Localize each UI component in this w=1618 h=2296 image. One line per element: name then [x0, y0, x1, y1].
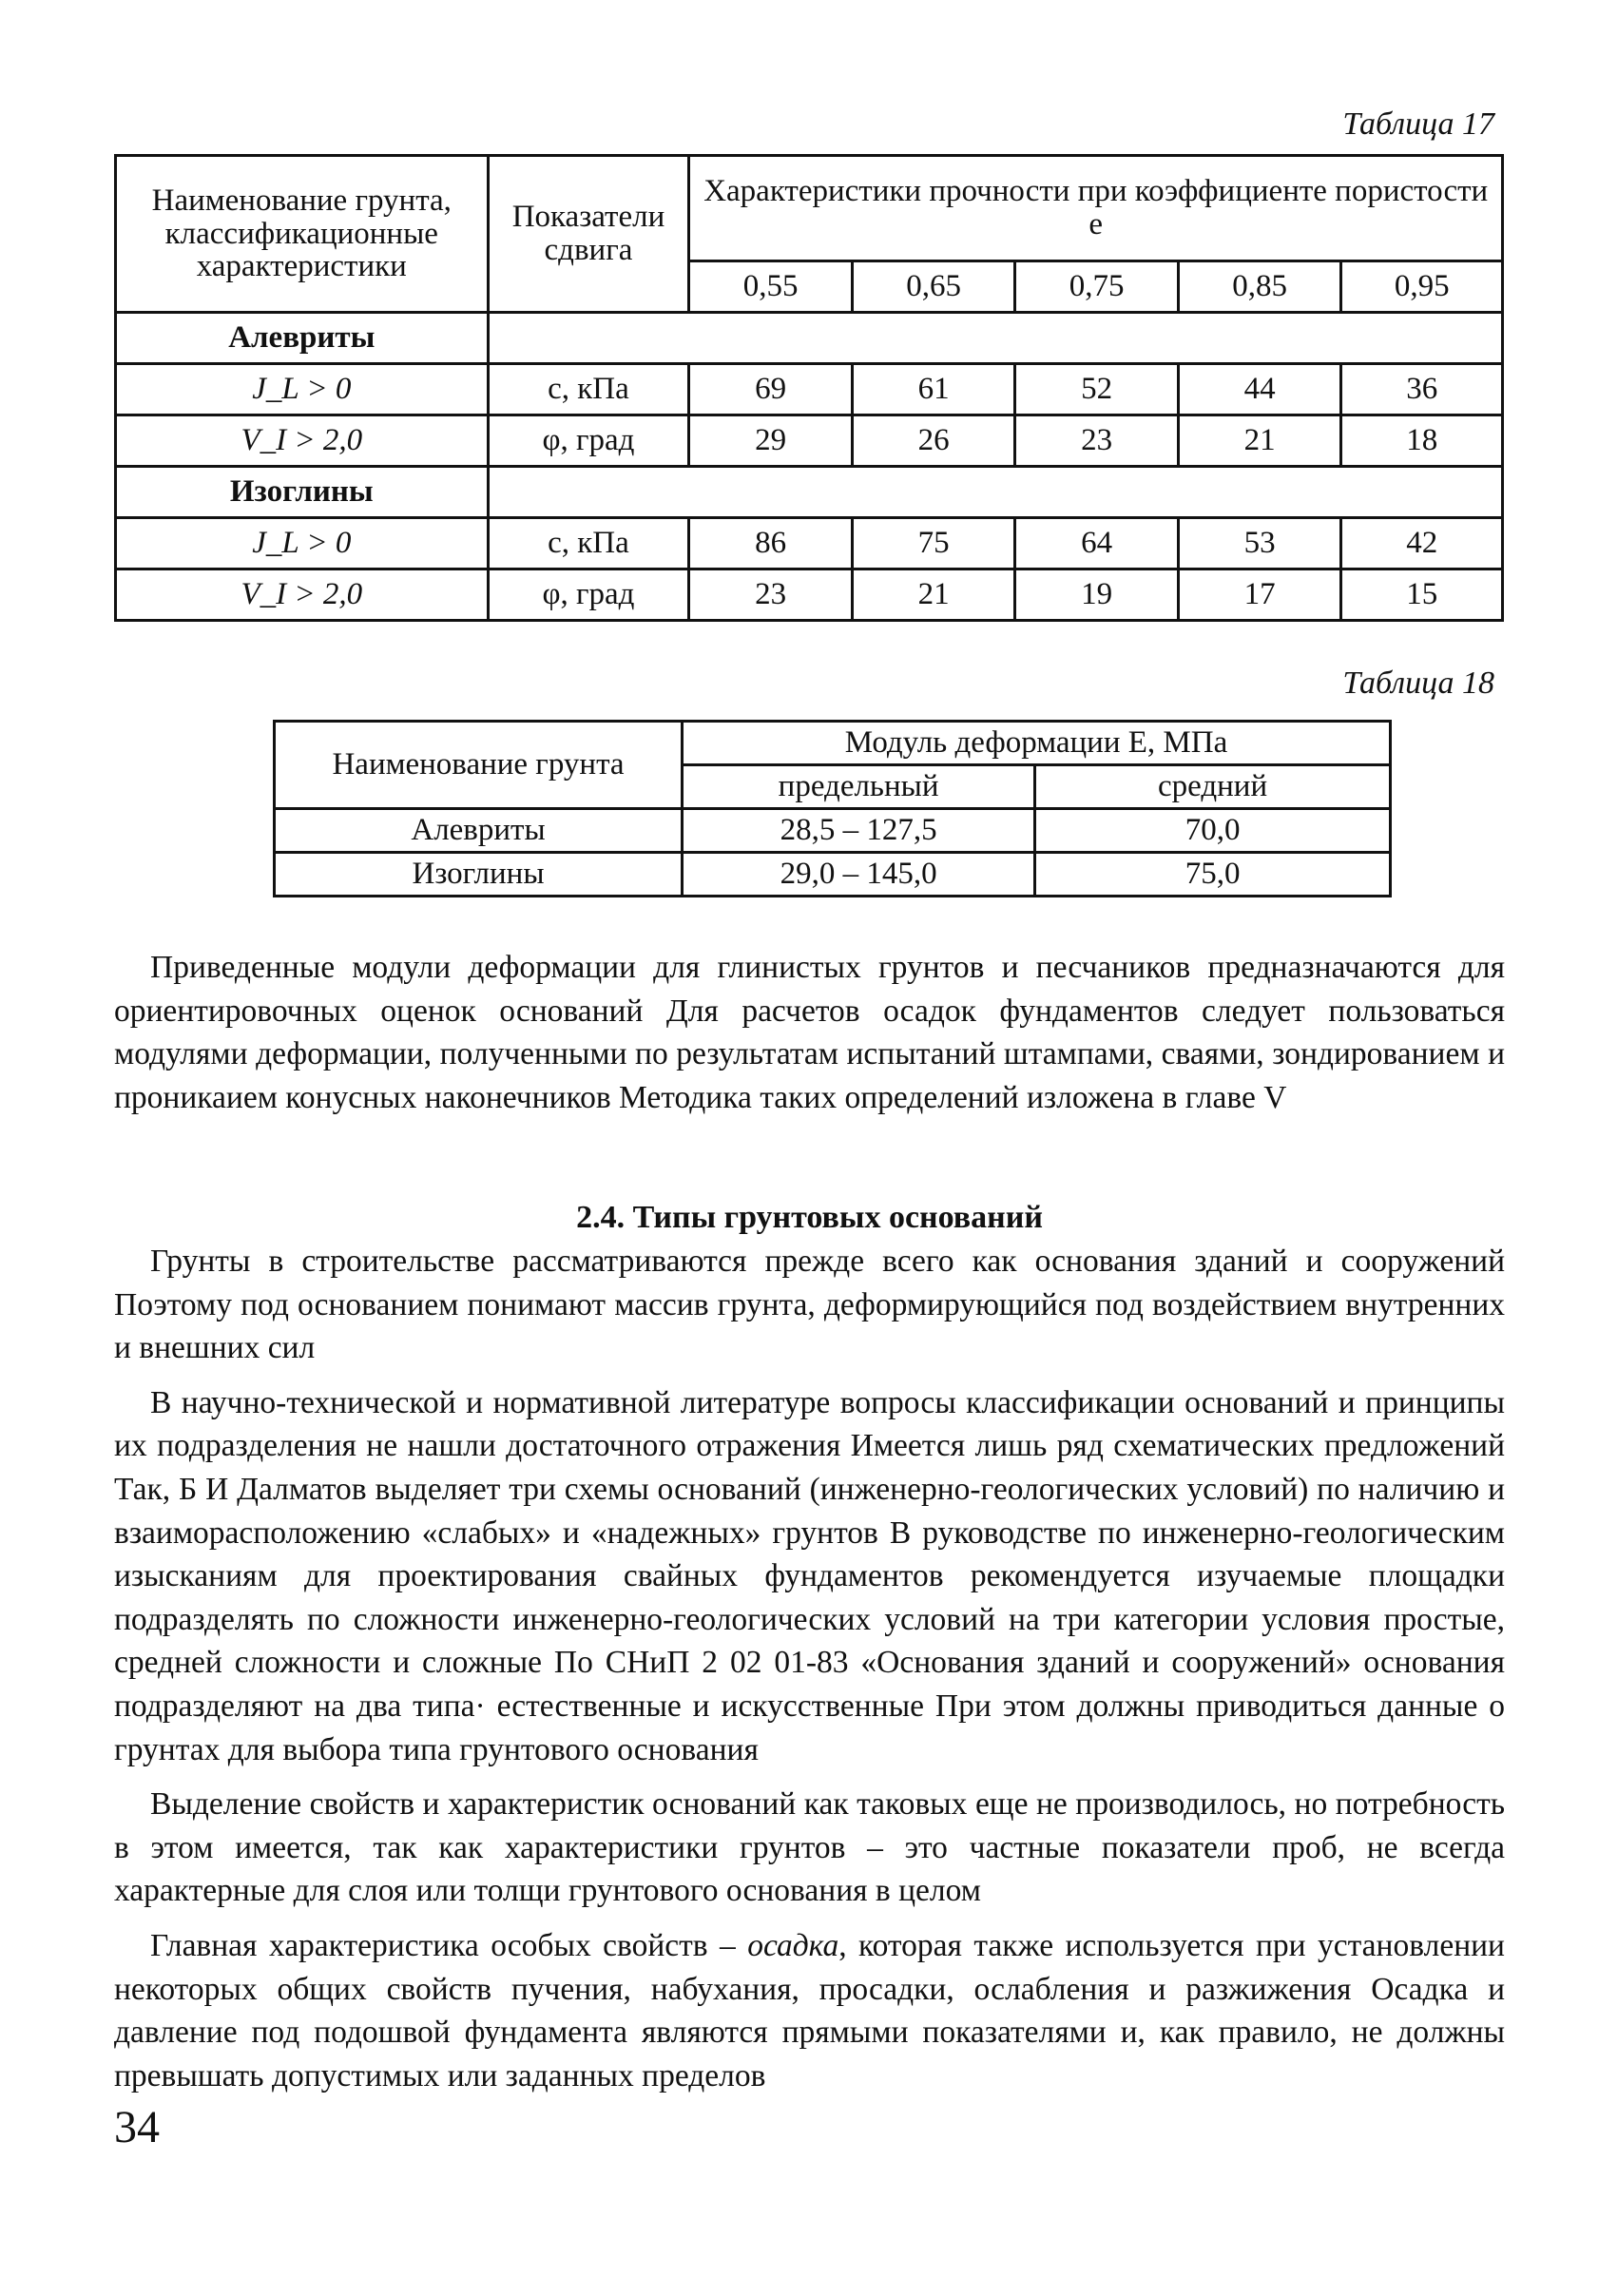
t18-row-name: Изоглины: [275, 853, 683, 897]
t17-indicator: φ, град: [488, 569, 689, 621]
t17-value: 21: [852, 569, 1015, 621]
t17-value: 26: [852, 415, 1015, 467]
emphasis-term: осадка: [747, 1927, 839, 1963]
t18-header-limit: предельный: [683, 765, 1035, 809]
t18-row-mean: 70,0: [1035, 809, 1391, 853]
t17-value: 23: [1015, 415, 1179, 467]
t17-empty-cell: [488, 313, 1502, 364]
t17-value: 42: [1341, 518, 1503, 569]
t17-value: 75: [852, 518, 1015, 569]
t17-value: 52: [1015, 364, 1179, 415]
t17-value: 29: [689, 415, 853, 467]
t17-indicator: c, кПа: [488, 518, 689, 569]
t17-condition: J_L > 0: [116, 364, 489, 415]
table17-caption: Таблица 17: [1342, 106, 1494, 142]
t18-header-mean: средний: [1035, 765, 1391, 809]
t17-header-indicator: Показатели сдвига: [488, 156, 689, 313]
paragraph: В научно-технической и нормативной литературе вопросы классификации оснований и принципы их подразделения не нашли достаточного отражения Имеется лишь ряд схематических предложений Так, Б И Далматов выделяет три схемы оснований (инженерно-геологических условий) по наличию и взаиморасположению «слабых» и «надежных» грунтов В руководстве по инженерно-геологическим изысканиям для проектирования свайных фундаментов рекомендуется изучаемые площадки подразделять по сложности инженерно-геологических условий на три категории условия простые, средней сложности и сложные По СНиП 2 02 01-83 «Основания зданий и сооружений» основания подразделяют на два типа· естественные и искусственные При этом должны приводиться данные о грунтах для выбора типа грунтового основания: [114, 1384, 1505, 1767]
t17-value: 17: [1178, 569, 1341, 621]
t17-group-name: Изоглины: [116, 467, 489, 518]
t17-header-strength: Характеристики прочности при коэффициенте пористости е: [689, 156, 1503, 261]
table18-caption: Таблица 18: [1342, 666, 1494, 701]
t17-value: 86: [689, 518, 853, 569]
t17-value: 15: [1341, 569, 1503, 621]
t17-group-name: Алевриты: [116, 313, 489, 364]
t17-value: 23: [689, 569, 853, 621]
table18: [273, 720, 1392, 897]
t17-e-value: 0,65: [852, 261, 1015, 313]
page-number: 34: [114, 2102, 160, 2152]
t17-value: 53: [1178, 518, 1341, 569]
t17-value: 19: [1015, 569, 1179, 621]
t18-row-limit: 29,0 – 145,0: [683, 853, 1035, 897]
t17-value: 21: [1178, 415, 1341, 467]
t17-value: 36: [1341, 364, 1503, 415]
t17-value: 69: [689, 364, 853, 415]
t17-e-value: 0,75: [1015, 261, 1179, 313]
paragraph-last: [114, 1924, 1505, 2097]
section-heading: 2.4. Типы грунтовых оснований: [576, 1200, 1043, 1235]
paragraph: Приведенные модули деформации для глинистых грунтов и песчаников предназначаются для ориентировочных оценок оснований Для расчетов осадок фундаментов следует пользоваться модулями деформации, полученными по результатам испытаний штампами, сваями, зондированием и проникаием конусных наконечников Методика таких определений изложена в главе V: [114, 950, 1505, 1115]
t17-value: 44: [1178, 364, 1341, 415]
t17-indicator: c, кПа: [488, 364, 689, 415]
t17-value: 64: [1015, 518, 1179, 569]
t17-empty-cell: [488, 467, 1502, 518]
paragraph-part: Главная характеристика особых свойств –: [150, 1927, 748, 1963]
t17-e-value: 0,55: [689, 261, 853, 313]
t17-value: 18: [1341, 415, 1503, 467]
t18-row-limit: 28,5 – 127,5: [683, 809, 1035, 853]
text-block-after-heading: [114, 1240, 1505, 2109]
t17-value: 61: [852, 364, 1015, 415]
t18-row-name: Алевриты: [275, 809, 683, 853]
t18-row-mean: 75,0: [1035, 853, 1391, 897]
t17-e-value: 0,95: [1341, 261, 1503, 313]
t17-condition: J_L > 0: [116, 518, 489, 569]
t17-header-name: Наименование грунта, классификационные характеристики: [116, 156, 489, 313]
paragraph-part: , которая также используется при установлении некоторых общих свойств пучения, набухания, просадки, ослабления и разжижения Осадка и давление под подошвой фундамента являются прямыми показателями и, как правило, не должны превышать допустимых или заданных пределов: [114, 1927, 1505, 2093]
t18-header-name: Наименование грунта: [275, 722, 683, 809]
t17-e-value: 0,85: [1178, 261, 1341, 313]
text-block-before-heading: [114, 946, 1505, 1130]
table17: [114, 154, 1504, 622]
t17-condition: V_I > 2,0: [116, 569, 489, 621]
paragraph: Выделение свойств и характеристик оснований как таковых еще не производилось, но потребность в этом имеется, так как характеристики грунтов – это частные показатели проб, не всегда характерные для слоя или толщи грунтового основания в целом: [114, 1786, 1505, 1909]
paragraph: Грунты в строительстве рассматриваются прежде всего как основания зданий и сооружений Поэтому под основанием понимают массив грунта, деформирующийся под воздействием внутренних и внешних сил: [114, 1244, 1505, 1366]
t17-indicator: φ, град: [488, 415, 689, 467]
t17-condition: V_I > 2,0: [116, 415, 489, 467]
t18-header-modulus: Модуль деформации Е, МПа: [683, 722, 1391, 765]
